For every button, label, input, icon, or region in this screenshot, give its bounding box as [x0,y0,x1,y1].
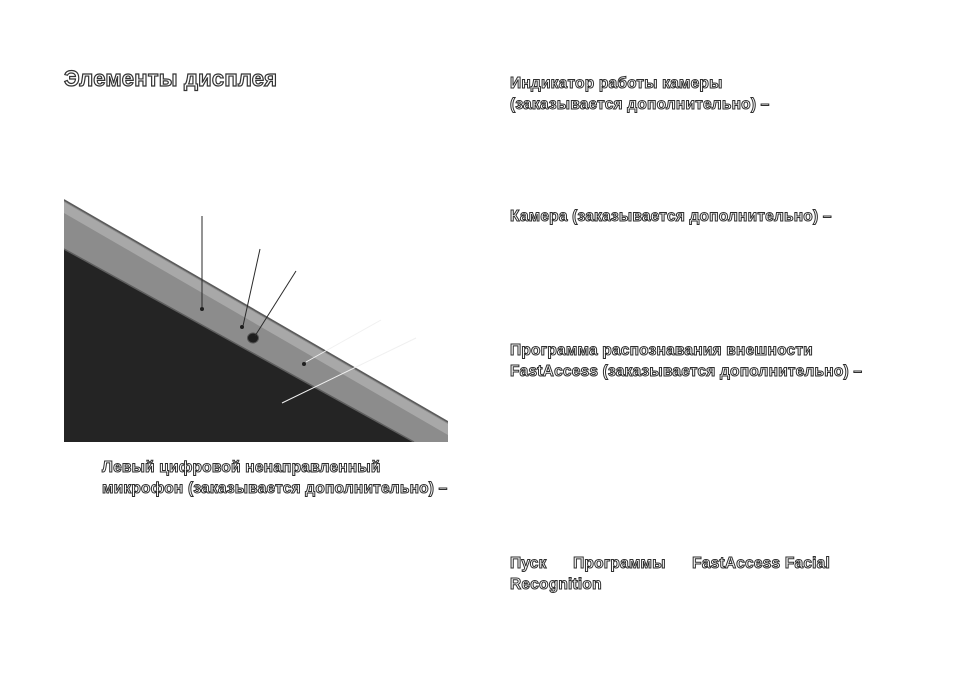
launch-word-1: Пуск [510,555,547,572]
camera-indicator-label-line1: Индикатор работы камеры [510,75,723,92]
camera-indicator-label [510,73,770,115]
launch-word-3: FastAccess Facial [692,555,830,572]
launch-label-line1 [510,553,830,574]
camera-lens [248,333,259,343]
fastaccess-label-line2: FastAccess (заказывается дополнительно) – [510,363,863,380]
fastaccess-label-line1: Программа распознавания внешности [510,342,813,359]
display-illustration [64,199,448,442]
microphone-label-line1: Левый цифровой ненаправленный [102,459,381,476]
microphone-label-line2: микрофон (заказывается дополнительно) – [102,480,448,497]
launch-word-2: Программы [573,555,666,572]
page-title: Элементы дисплея [64,66,278,91]
camera-label: Камера (заказывается дополнительно) – [510,208,832,225]
camera-indicator-label-line2: (заказывается дополнительно) – [510,96,770,113]
launch-label-line2: Recognition [510,576,602,593]
fastaccess-sensor-dot [302,362,306,366]
microphone-label [102,457,448,499]
display-illustration-svg [64,199,448,442]
fastaccess-label [510,340,862,382]
callout-line-fastaccess [306,320,381,362]
